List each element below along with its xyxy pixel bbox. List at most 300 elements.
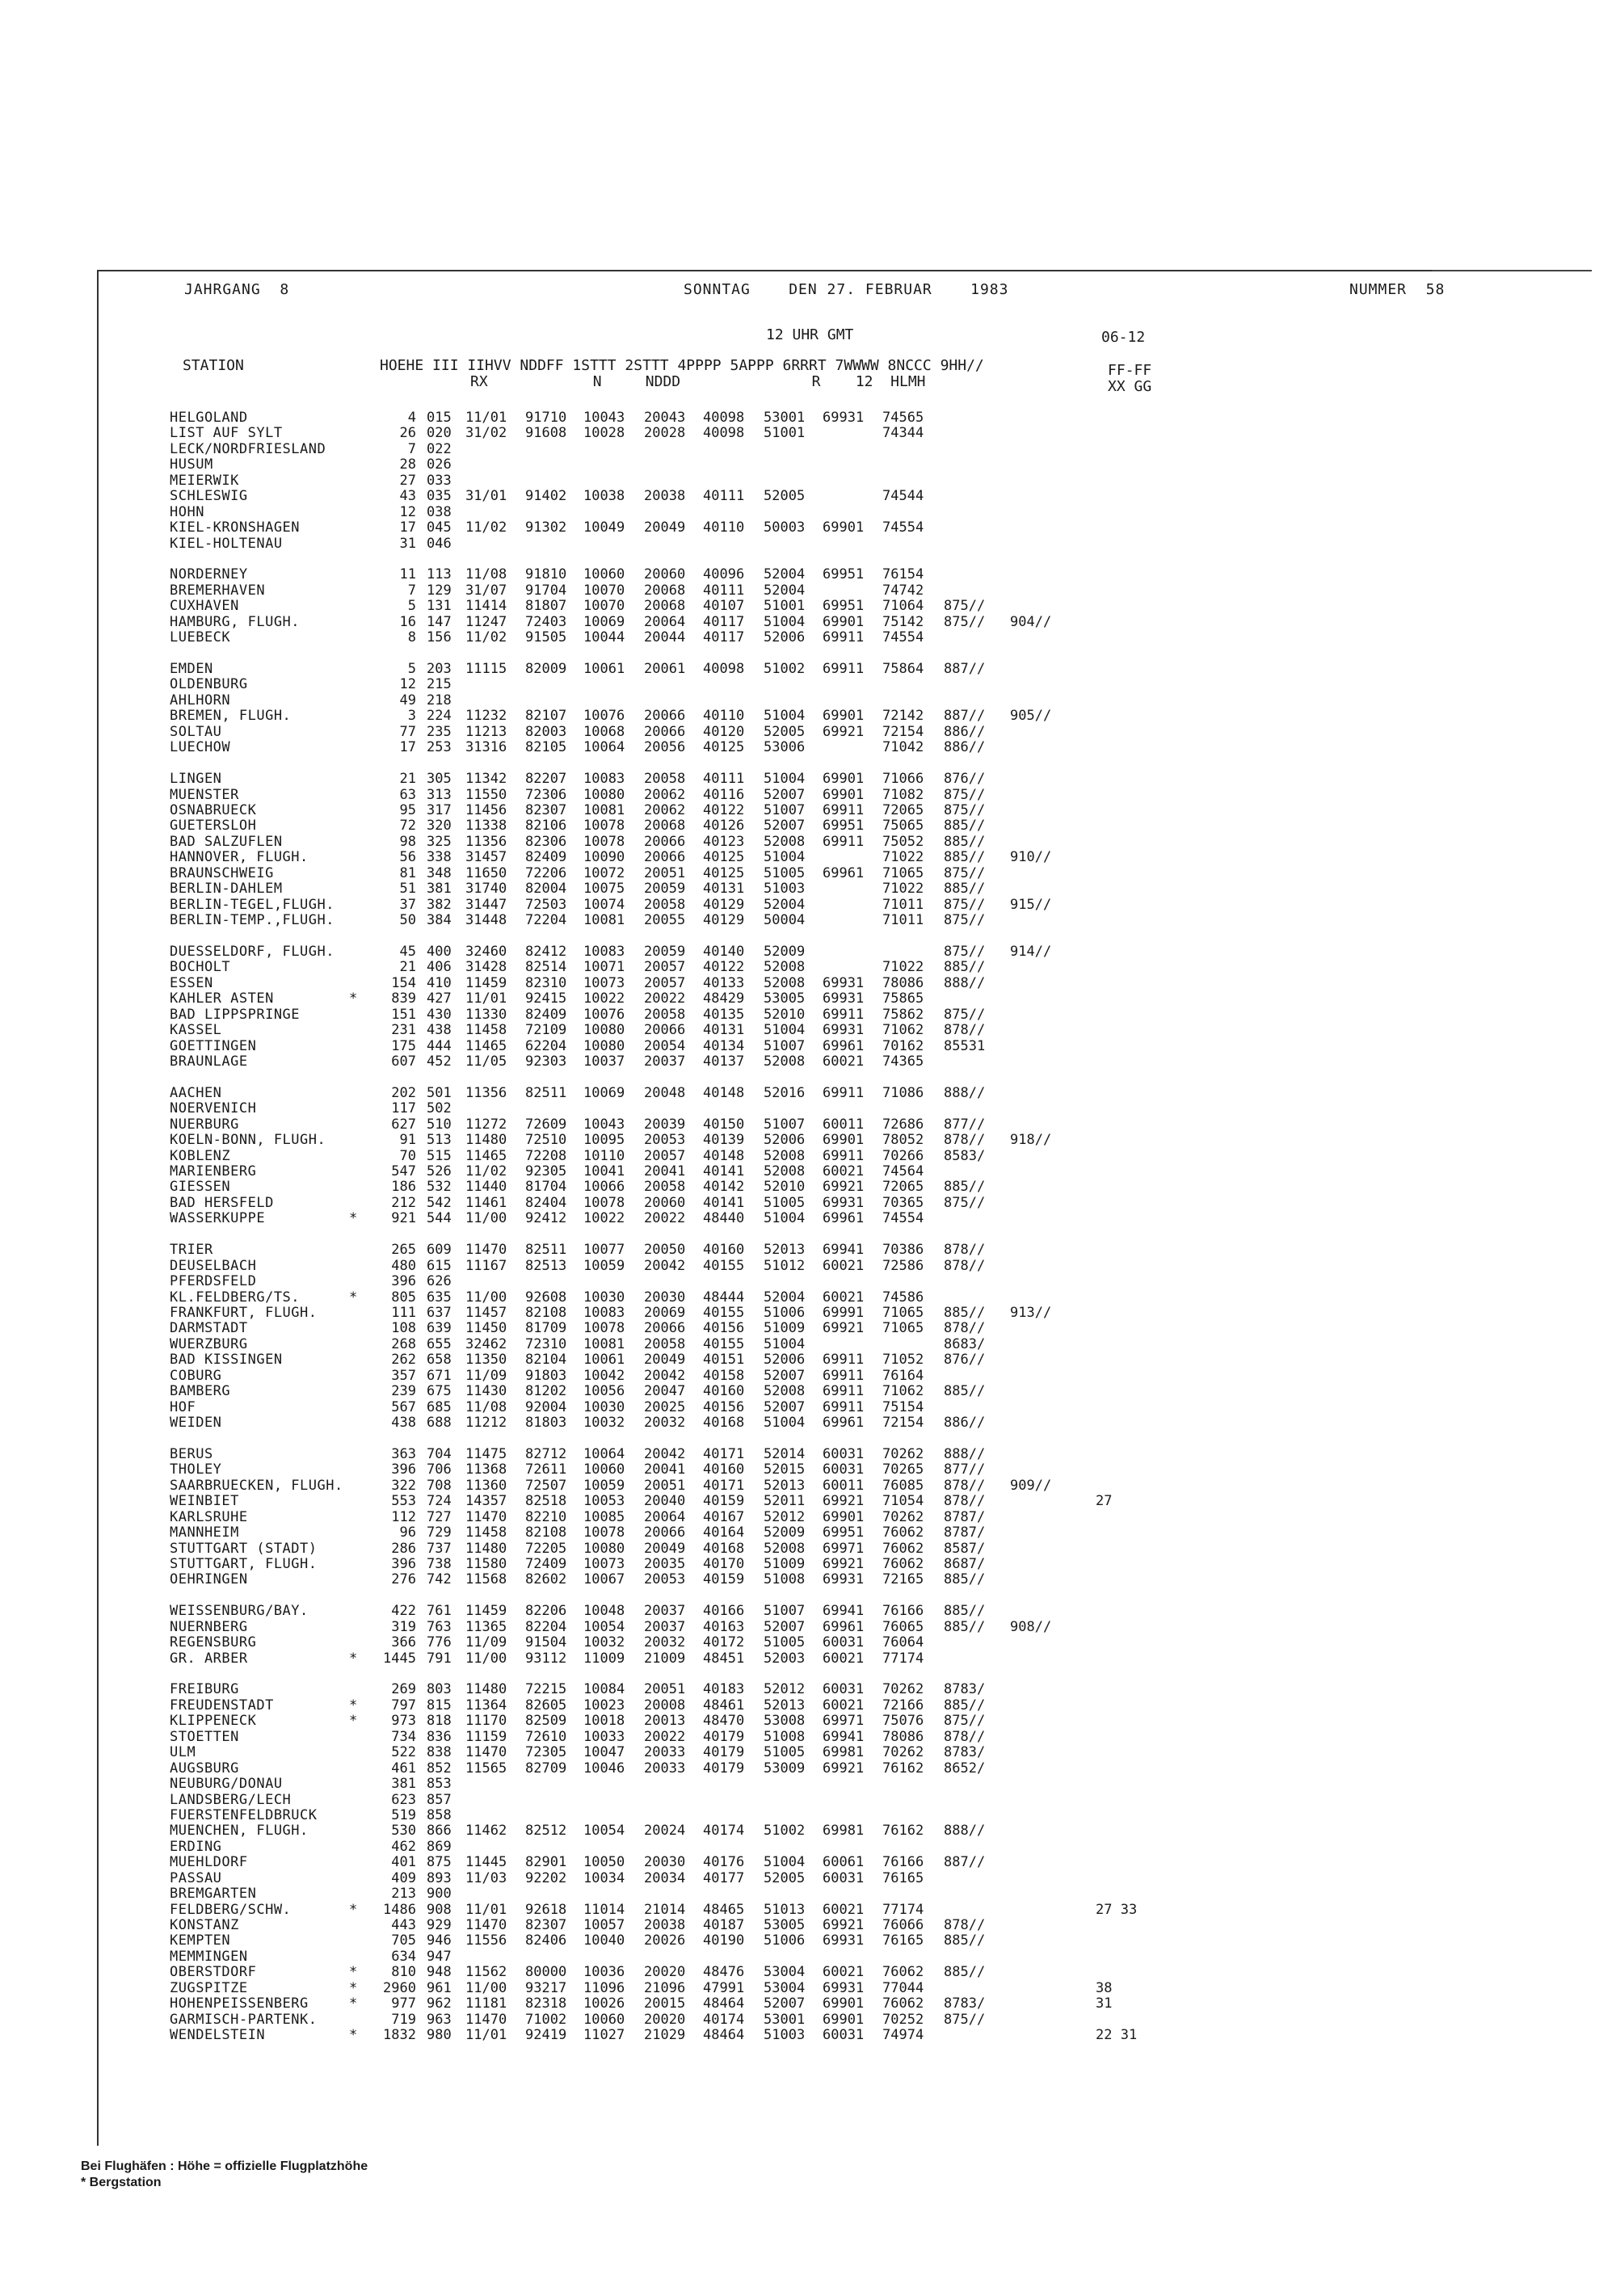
station-index: 836 [427,1728,452,1745]
code-group: 40174 [703,1823,745,1840]
station-name: BOCHOLT [170,959,231,976]
station-name: LIST AUF SYLT [170,425,283,442]
code-group: 76164 [882,1367,924,1384]
code-group: 91608 [525,425,567,442]
code-group: 20055 [644,912,686,928]
code-group: 31457 [465,849,507,866]
code-group: 876// [944,1352,986,1369]
code-group: 82108 [525,1304,567,1321]
station-index: 655 [427,1335,452,1352]
code-group: 72305 [525,1744,567,1761]
station-height: 112 [391,1508,416,1525]
mountain-station-marker: * [349,1289,358,1306]
code-group: 40159 [703,1571,745,1588]
code-group: 10028 [583,425,625,442]
code-group: 40139 [703,1132,745,1149]
code-group: 10037 [583,1053,625,1070]
code-group: 20054 [644,1037,686,1054]
code-group: 74544 [882,488,924,505]
code-group: 10034 [583,1869,625,1886]
station-name: BAD LIPPSPRINGE [170,1006,301,1023]
code-group: 51003 [764,2027,806,2044]
code-group: 71052 [882,1352,924,1369]
code-group: 10049 [583,519,625,536]
station-name: PFERDSFELD [170,1273,257,1290]
code-group: 11272 [465,1116,507,1133]
station-height: 719 [391,2011,416,2028]
station-height: 154 [391,974,416,991]
code-group: 11445 [465,1854,507,1871]
station-name: DARMSTADT [170,1320,248,1337]
station-name: ZUGSPITZE [170,1979,248,1996]
code-group: 82409 [525,1006,567,1023]
code-group: 52005 [764,723,806,740]
code-group: 51007 [764,1116,806,1133]
code-group: 70262 [882,1681,924,1698]
code-columns-subheader: RX N NDDD R 12 HLMH [470,373,926,390]
code-group: 52009 [764,943,806,960]
code-group: 82306 [525,833,567,850]
station-height: 810 [391,1964,416,1981]
code-group: 11450 [465,1320,507,1337]
code-group: 69931 [823,1022,865,1039]
station-index: 729 [427,1524,452,1541]
code-group: 31447 [465,896,507,913]
code-group: 10067 [583,1571,625,1588]
station-index: 515 [427,1147,452,1164]
station-height: 95 [399,801,416,818]
station-name: CUXHAVEN [170,598,239,615]
code-group: 10080 [583,1022,625,1039]
code-group: 82404 [525,1194,567,1211]
station-index: 738 [427,1555,452,1572]
mountain-station-marker: * [349,1995,358,2012]
code-group: 51005 [764,1744,806,1761]
code-group: 69981 [823,1744,865,1761]
code-group: 10075 [583,881,625,898]
code-group: 40120 [703,723,745,740]
station-index: 406 [427,959,452,976]
code-group: 910// [1010,849,1052,866]
station-height: 322 [391,1477,416,1494]
code-group: 52003 [764,1650,806,1667]
station-index: 224 [427,708,452,725]
code-group: 21029 [644,2027,686,2044]
code-group: 69911 [823,661,865,677]
code-group: 69911 [823,1006,865,1023]
station-index: 348 [427,864,452,881]
station-index: 947 [427,1948,452,1965]
code-group: 52005 [764,1869,806,1886]
station-index: 015 [427,410,452,426]
code-group: 78086 [882,1728,924,1745]
code-group: 71082 [882,786,924,803]
station-index: 639 [427,1320,452,1337]
code-group: 69911 [823,1084,865,1101]
code-group: 47991 [703,1979,745,1996]
code-group: 60031 [823,1461,865,1478]
code-group: 20040 [644,1493,686,1510]
station-index: 963 [427,2011,452,2028]
code-group: 51004 [764,771,806,788]
code-group: 93112 [525,1650,567,1667]
code-group: 48470 [703,1713,745,1730]
station-height: 21 [399,771,416,788]
period-label: 06-12 [1101,329,1146,346]
code-group: 60061 [823,1854,865,1871]
code-group: 51005 [764,1634,806,1651]
code-group: 11342 [465,771,507,788]
code-group: 32460 [465,943,507,960]
code-group: 40111 [703,488,745,505]
mountain-station-marker: * [349,1901,358,1918]
station-height: 396 [391,1555,416,1572]
code-group: 40155 [703,1304,745,1321]
code-group: 10054 [583,1823,625,1840]
code-group: 908// [1010,1618,1052,1635]
station-height: 3 [407,708,416,725]
code-group: 8783/ [944,1995,986,2012]
station-name: SOLTAU [170,723,222,740]
station-index: 382 [427,896,452,913]
code-group: 81803 [525,1415,567,1431]
code-group: 8687/ [944,1555,986,1572]
code-group: 40125 [703,739,745,756]
footnotes [81,2159,368,2191]
code-group: 69911 [823,1398,865,1415]
code-group: 52008 [764,1540,806,1557]
code-group: 11096 [583,1979,625,1996]
station-index: 427 [427,990,452,1007]
code-columns-header: HOEHE III IIHVV NDDFF 1STTT 2STTT 4PPPP 5APPP 6RRRT 7WWWW 8NCCC 9HH// [380,357,984,374]
code-group: 52011 [764,1493,806,1510]
code-group: 886// [944,1415,986,1431]
code-group: 10053 [583,1493,625,1510]
code-group: 877// [944,1461,986,1478]
station-index: 671 [427,1367,452,1384]
code-group: 885// [944,1932,986,1949]
station-height: 151 [391,1006,416,1023]
code-group: 82518 [525,1493,567,1510]
code-group: 11480 [465,1681,507,1698]
code-group: 11350 [465,1352,507,1369]
station-name: WEISSENBURG/BAY. [170,1603,309,1620]
code-group: 74974 [882,2027,924,2044]
code-group: 885// [944,849,986,866]
code-group: 72310 [525,1335,567,1352]
station-height: 21 [399,959,416,976]
station-height: 7 [407,440,416,457]
station-height: 16 [399,613,416,630]
code-group: 11470 [465,2011,507,2028]
station-index: 218 [427,692,452,709]
code-group: 69901 [823,2011,865,2028]
station-name: STUTTGART, FLUGH. [170,1555,318,1572]
station-index: 381 [427,881,452,898]
code-group: 52007 [764,1367,806,1384]
code-group: 10040 [583,1932,625,1949]
code-group: 11461 [465,1194,507,1211]
code-group: 878// [944,1728,986,1745]
code-group: 20034 [644,1869,686,1886]
code-group: 74344 [882,425,924,442]
code-group: 20053 [644,1571,686,1588]
station-name: BRAUNSCHWEIG [170,864,274,881]
code-group: 75052 [882,833,924,850]
code-group: 20062 [644,801,686,818]
station-index: 384 [427,912,452,928]
station-name: MUENCHEN, FLUGH. [170,1823,309,1840]
code-group: 77174 [882,1650,924,1667]
station-height: 37 [399,896,416,913]
code-group: 52008 [764,833,806,850]
code-group: 914// [1010,943,1052,960]
station-name: WENDELSTEIN [170,2027,266,2044]
code-group: 10068 [583,723,625,740]
station-name: OBERSTDORF [170,1964,257,1981]
code-group: 40096 [703,566,745,583]
code-group: 40137 [703,1053,745,1070]
station-index: 853 [427,1776,452,1793]
code-group: 52012 [764,1681,806,1698]
code-group: 10022 [583,990,625,1007]
code-group: 20026 [644,1932,686,1949]
code-group: 20008 [644,1697,686,1714]
code-group: 72610 [525,1728,567,1745]
code-group: 82514 [525,959,567,976]
code-group: 52013 [764,1697,806,1714]
code-group: 51004 [764,613,806,630]
station-name: OEHRINGEN [170,1571,248,1588]
station-name: AUGSBURG [170,1760,239,1777]
code-group: 82307 [525,1917,567,1933]
station-index: 452 [427,1053,452,1070]
code-group: 20058 [644,1006,686,1023]
code-group: 20051 [644,1477,686,1494]
code-group: 10059 [583,1477,625,1494]
code-group: 52007 [764,786,806,803]
station-index: 818 [427,1713,452,1730]
code-group: 11475 [465,1445,507,1462]
code-group: 82412 [525,943,567,960]
code-group: 11414 [465,598,507,615]
code-group: 92415 [525,990,567,1007]
code-group: 48476 [703,1964,745,1981]
code-group: 69961 [823,1210,865,1227]
station-index: 908 [427,1901,452,1918]
code-group: 21014 [644,1901,686,1918]
code-group: 40155 [703,1335,745,1352]
station-height: 50 [399,912,416,928]
code-group: 72215 [525,1681,567,1698]
code-group: 878// [944,1320,986,1337]
code-group: 92305 [525,1163,567,1180]
station-name: BREMERHAVEN [170,582,266,599]
code-group: 11568 [465,1571,507,1588]
mountain-station-marker: * [349,2027,358,2044]
station-name: FREUDENSTADT [170,1697,274,1714]
code-group: 78052 [882,1132,924,1149]
code-group: 60011 [823,1116,865,1133]
code-group: 878// [944,1022,986,1039]
code-group: 885// [944,959,986,976]
code-group: 72165 [882,1571,924,1588]
code-group: 69921 [823,1555,865,1572]
code-group: 76085 [882,1477,924,1494]
code-group: 51008 [764,1728,806,1745]
code-group: 82513 [525,1257,567,1274]
code-group: 69971 [823,1540,865,1557]
code-group: 52004 [764,896,806,913]
code-group: 82712 [525,1445,567,1462]
station-index: 708 [427,1477,452,1494]
code-group: 72507 [525,1477,567,1494]
station-name: BAMBERG [170,1383,231,1400]
station-index: 858 [427,1806,452,1823]
code-group: 885// [944,1304,986,1321]
station-name: GARMISCH-PARTENK. [170,2011,318,2028]
code-group: 10069 [583,613,625,630]
station-index: 131 [427,598,452,615]
code-group: 40160 [703,1383,745,1400]
code-group: 20049 [644,519,686,536]
code-group: 52008 [764,1383,806,1400]
code-group: 31/01 [465,488,507,505]
code-group: 10073 [583,1555,625,1572]
code-group: 10076 [583,708,625,725]
code-group: 8787/ [944,1508,986,1525]
station-name: OLDENBURG [170,676,248,693]
code-group: 10056 [583,1383,625,1400]
code-group: 69911 [823,1147,865,1164]
code-group: 51006 [764,1932,806,1949]
code-group: 11/00 [465,1289,507,1306]
code-group: 20062 [644,786,686,803]
code-group: 20033 [644,1744,686,1761]
code-group: 91402 [525,488,567,505]
mountain-station-marker: * [349,1713,358,1730]
code-group: 81202 [525,1383,567,1400]
code-group: 81807 [525,598,567,615]
code-group: 20042 [644,1257,686,1274]
station-index: 688 [427,1415,452,1431]
code-group: 10064 [583,739,625,756]
code-group: 40160 [703,1461,745,1478]
code-group: 70386 [882,1242,924,1259]
code-group: 8683/ [944,1335,986,1352]
code-group: 20069 [644,1304,686,1321]
mountain-station-marker: * [349,1650,358,1667]
code-group: 885// [944,881,986,898]
code-group: 60021 [823,1697,865,1714]
code-group: 10059 [583,1257,625,1274]
code-group: 885// [944,833,986,850]
station-index: 737 [427,1540,452,1557]
code-group: 11167 [465,1257,507,1274]
code-group: 20066 [644,723,686,740]
code-group: 875// [944,943,986,960]
code-group: 82602 [525,1571,567,1588]
code-group: 70265 [882,1461,924,1478]
station-index: 706 [427,1461,452,1478]
mountain-station-marker: * [349,1210,358,1227]
code-group: 11/08 [465,1398,507,1415]
code-group: 20042 [644,1445,686,1462]
code-group: 40111 [703,582,745,599]
station-index: 510 [427,1116,452,1133]
code-group: 11457 [465,1304,507,1321]
station-index: 852 [427,1760,452,1777]
station-index: 763 [427,1618,452,1635]
code-group: 10048 [583,1603,625,1620]
code-group: 51005 [764,1194,806,1211]
station-index: 033 [427,472,452,489]
code-group: 10060 [583,2011,625,2028]
station-height: 357 [391,1367,416,1384]
code-group: 20015 [644,1995,686,2012]
station-height: 286 [391,1540,416,1557]
ff-column-header: FF-FF [1108,362,1152,379]
code-group: 40134 [703,1037,745,1054]
station-index: 338 [427,849,452,866]
station-height: 111 [391,1304,416,1321]
code-group: 10095 [583,1132,625,1149]
code-group: 82104 [525,1352,567,1369]
code-group: 10080 [583,786,625,803]
station-name: KONSTANZ [170,1917,239,1933]
code-group: 51009 [764,1555,806,1572]
code-group: 20038 [644,488,686,505]
station-name: BERUS [170,1445,213,1462]
code-group: 20066 [644,1524,686,1541]
code-group: 887// [944,1854,986,1871]
code-group: 11456 [465,801,507,818]
code-group: 53005 [764,1917,806,1933]
code-group: 11368 [465,1461,507,1478]
code-group: 888// [944,1445,986,1462]
code-group: 885// [944,1618,986,1635]
station-name: BERLIN-TEGEL,FLUGH. [170,896,335,913]
station-name: MANNHEIM [170,1524,239,1541]
code-group: 40110 [703,708,745,725]
code-group: 20022 [644,990,686,1007]
station-name: NORDERNEY [170,566,248,583]
code-group: 74586 [882,1289,924,1306]
code-group: 878// [944,1257,986,1274]
code-group: 20043 [644,410,686,426]
code-group: 72154 [882,1415,924,1431]
code-group: 91810 [525,566,567,583]
code-group: 52005 [764,488,806,505]
code-group: 69901 [823,613,865,630]
code-group: 71086 [882,1084,924,1101]
code-group: 20037 [644,1603,686,1620]
code-group: 888// [944,974,986,991]
code-group: 51004 [764,1854,806,1871]
station-name: HOHN [170,503,204,520]
station-name: GIESSEN [170,1179,231,1196]
code-group: 10030 [583,1289,625,1306]
code-group: 69931 [823,1571,865,1588]
code-group: 74742 [882,582,924,599]
code-group: 40187 [703,1917,745,1933]
station-name: WASSERKUPPE [170,1210,266,1227]
code-group: 51005 [764,864,806,881]
code-group: 11/00 [465,1979,507,1996]
station-name: KOELN-BONN, FLUGH. [170,1132,326,1149]
code-group: 69991 [823,1304,865,1321]
station-index: 980 [427,2027,452,2044]
